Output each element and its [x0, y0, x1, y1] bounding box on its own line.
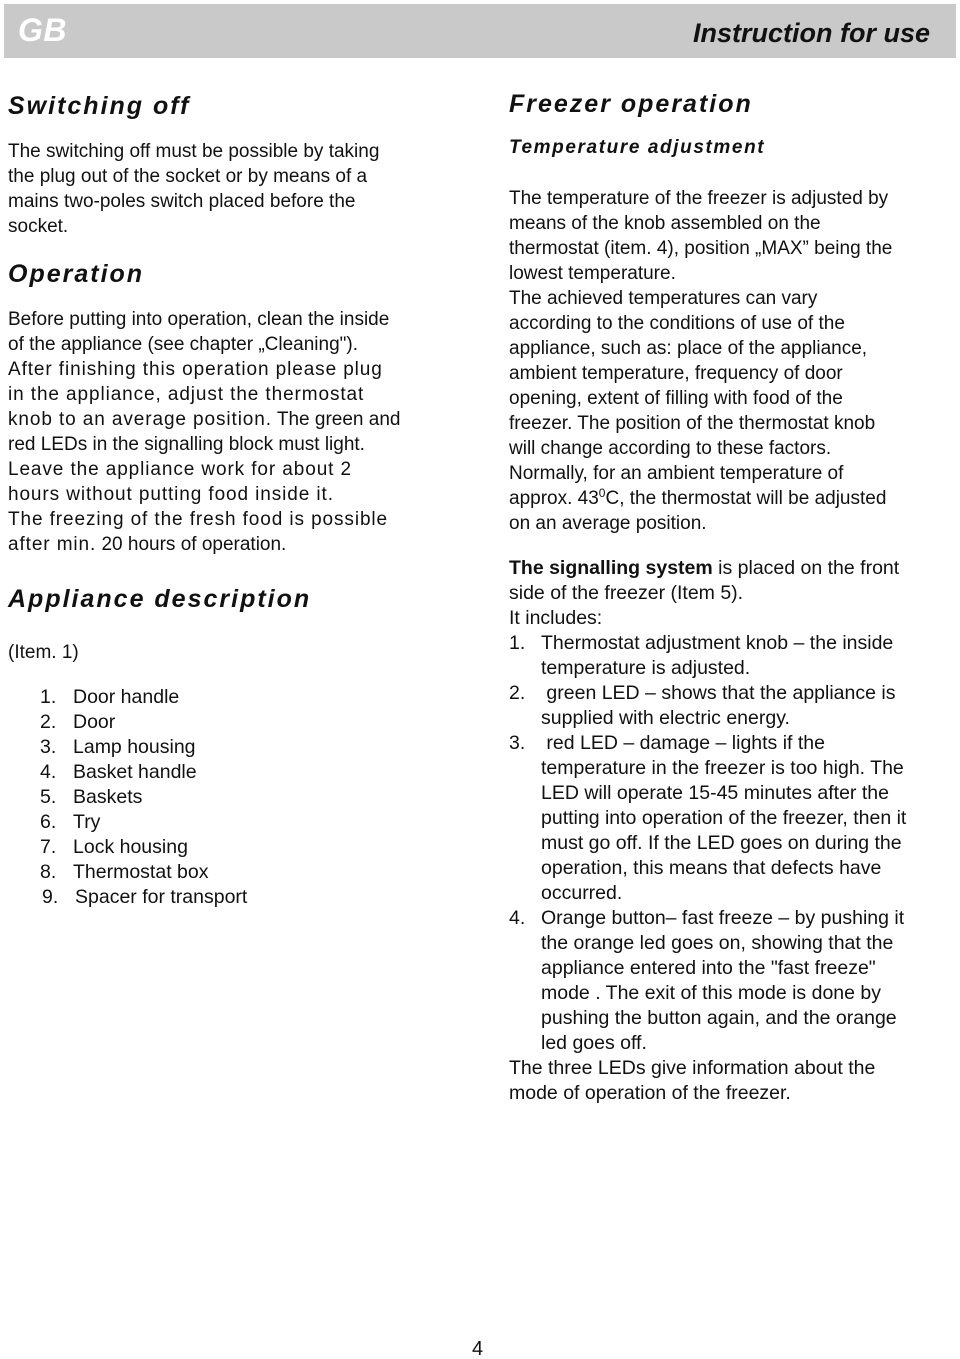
- switching-off-text: The switching off must be possible by taking the plug out of the socket or by means of a mains two-poles switch placed before the socket.: [8, 141, 380, 237]
- signalling-system-text: The signalling system is placed on the front side of the freezer (Item 5). It includes: 1. Thermostat adjustment knob – the inside temperature is adjusted. 2. green LED – shows that the appliance is supplied with electric energy. 3. red LED – damage – lights if the temperature in the freezer is too high. The LED will operate 15-45 minutes after the putting into operation of the freezer, then it must go off. If the LED goes on during the operation, this means that defects have occurred. 4. Orange button– fast freeze – by pushing it the orange led goes on, showing that the appliance entered into the "fast freeze" mode . The exit of this mode is done by pushing the button again, and the orange led goes off. The three LEDs give information about the mode of operation of the freezer.: [509, 557, 907, 1104]
- list-item: 4. Basket handle: [40, 761, 197, 783]
- list-item: 6. Try: [40, 811, 101, 833]
- list-item: 3. Lamp housing: [40, 736, 196, 758]
- freezer-operation-title: Freezer operation: [509, 90, 753, 118]
- list-item: 1. Thermostat adjustment knob – the inside: [509, 632, 894, 654]
- list-item: 7. Lock housing: [40, 836, 188, 858]
- operation-text: Before putting into operation, clean the inside of the appliance (see chapter „Cleaning"). After finishing this operation please plug in the appliance, adjust the thermostat knob to an average position. The green and red LEDs in the signalling block must light. Leave the appliance work for about 2 hours without putting food inside it. The freezing of the fresh food is possible after min. 20 hours of operation.: [8, 309, 401, 555]
- appliance-description-title: Appliance description: [8, 585, 312, 613]
- list-item: 2. green LED – shows that the appliance is: [509, 682, 896, 704]
- page-number: 4: [472, 1338, 484, 1359]
- appliance-parts-list: [40, 685, 247, 910]
- item-reference: (Item. 1): [8, 642, 79, 663]
- list-item: 9. Spacer for transport: [42, 886, 248, 908]
- header-title: Instruction for use: [692, 18, 930, 48]
- list-item: 2. Door: [40, 711, 116, 733]
- page-header: [4, 4, 956, 58]
- list-item: 8. Thermostat box: [40, 861, 209, 883]
- language-code: GB: [18, 12, 67, 48]
- list-item: 4. Orange button– fast freeze – by pushing it: [509, 907, 905, 929]
- list-item: 3. red LED – damage – lights if the: [509, 732, 825, 754]
- list-item: 5. Baskets: [40, 786, 143, 808]
- list-item: 1. Door handle: [40, 686, 180, 708]
- switching-off-title: Switching off: [8, 92, 191, 120]
- freezer-operation-text: The temperature of the freezer is adjusted by means of the knob assembled on the thermostat (item. 4), position „MAX” being the lowest temperature. The achieved temperatures can vary according to the conditions of use of the appliance, such as: place of the appliance, ambient temperature, frequency of door opening, extent of filling with food of the freezer. The position of the thermostat knob will change according to these factors. Normally, for an ambient temperature of approx. $43^0C$, the thermostat will be adjusted on an average position.: [509, 188, 893, 534]
- operation-title: Operation: [8, 260, 145, 288]
- temperature-adjustment-subtitle: Temperature adjustment: [509, 137, 766, 158]
